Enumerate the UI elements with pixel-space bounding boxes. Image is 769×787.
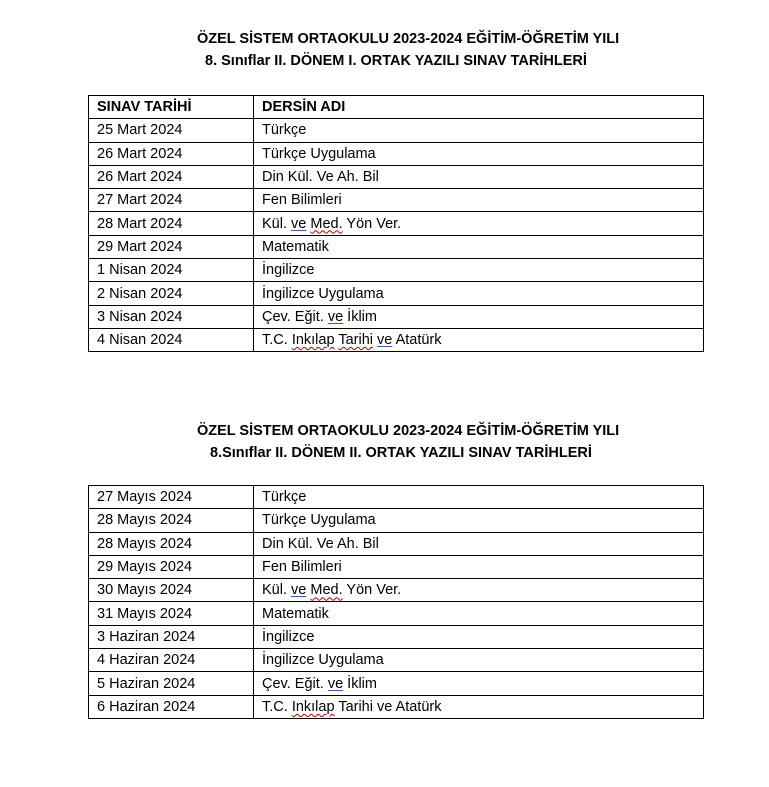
exam-table-2 <box>88 485 704 719</box>
course-name-cell: Din Kül. Ve Ah. Bil <box>254 532 704 555</box>
course-name-cell: İngilizce Uygulama <box>254 649 704 672</box>
course-name-cell: Fen Bilimleri <box>254 189 704 212</box>
course-name-cell: İngilizce Uygulama <box>254 282 704 305</box>
exam-date-cell: 26 Mart 2024 <box>89 142 254 165</box>
header-course-name: DERSİN ADI <box>254 96 704 119</box>
table-row <box>89 625 704 648</box>
table-row <box>89 579 704 602</box>
table-row <box>89 695 704 718</box>
course-name-cell: Türkçe Uygulama <box>254 509 704 532</box>
course-name-cell: Türkçe Uygulama <box>254 142 704 165</box>
table-row <box>89 602 704 625</box>
table-row <box>89 212 704 235</box>
course-name-cell: Türkçe <box>254 486 704 509</box>
exam-date-cell: 1 Nisan 2024 <box>89 259 254 282</box>
table-row <box>89 532 704 555</box>
table-row <box>89 259 704 282</box>
course-name-cell: Kül. ve Med. Yön Ver. <box>254 579 704 602</box>
exam-date-cell: 4 Nisan 2024 <box>89 328 254 351</box>
table-row <box>89 555 704 578</box>
exam-date-cell: 26 Mart 2024 <box>89 165 254 188</box>
course-name-cell: Çev. Eğit. ve İklim <box>254 672 704 695</box>
course-name-cell: T.C. Inkılap Tarihi ve Atatürk <box>254 695 704 718</box>
exam-date-cell: 27 Mayıs 2024 <box>89 486 254 509</box>
exam-date-cell: 29 Mayıs 2024 <box>89 555 254 578</box>
section1-title-line2: 8. Sınıflar II. DÖNEM I. ORTAK YAZILI SINAV TARİHLERİ <box>205 53 587 69</box>
course-name-cell: Çev. Eğit. ve İklim <box>254 305 704 328</box>
exam-date-cell: 29 Mart 2024 <box>89 235 254 258</box>
section2-title-line2: 8.Sınıflar II. DÖNEM II. ORTAK YAZILI SINAV TARİHLERİ <box>210 445 592 461</box>
exam-date-cell: 5 Haziran 2024 <box>89 672 254 695</box>
table-row <box>89 305 704 328</box>
course-name-cell: İngilizce <box>254 259 704 282</box>
course-name-cell: Türkçe <box>254 119 704 142</box>
table-row <box>89 282 704 305</box>
exam-date-cell: 6 Haziran 2024 <box>89 695 254 718</box>
course-name-cell: Matematik <box>254 235 704 258</box>
table-row <box>89 165 704 188</box>
exam-date-cell: 2 Nisan 2024 <box>89 282 254 305</box>
course-name-cell: İngilizce <box>254 625 704 648</box>
table-row <box>89 649 704 672</box>
section1-title-line1: ÖZEL SİSTEM ORTAOKULU 2023-2024 EĞİTİM-ÖĞRETİM YILI <box>197 31 620 47</box>
table-row <box>89 235 704 258</box>
section2-title-line1: ÖZEL SİSTEM ORTAOKULU 2023-2024 EĞİTİM-ÖĞRETİM YILI <box>197 423 620 439</box>
table-row <box>89 119 704 142</box>
table-row <box>89 142 704 165</box>
exam-date-cell: 27 Mart 2024 <box>89 189 254 212</box>
table-row <box>89 509 704 532</box>
exam-date-cell: 25 Mart 2024 <box>89 119 254 142</box>
exam-date-cell: 30 Mayıs 2024 <box>89 579 254 602</box>
course-name-cell: Fen Bilimleri <box>254 555 704 578</box>
table-row <box>89 672 704 695</box>
exam-table-1 <box>88 95 704 352</box>
exam-date-cell: 28 Mayıs 2024 <box>89 532 254 555</box>
exam-date-cell: 3 Nisan 2024 <box>89 305 254 328</box>
header-exam-date: SINAV TARİHİ <box>89 96 254 119</box>
table-header-row <box>89 96 704 119</box>
course-name-cell: Din Kül. Ve Ah. Bil <box>254 165 704 188</box>
table-row <box>89 328 704 351</box>
exam-date-cell: 3 Haziran 2024 <box>89 625 254 648</box>
course-name-cell: Matematik <box>254 602 704 625</box>
course-name-cell: T.C. Inkılap Tarihi ve Atatürk <box>254 328 704 351</box>
course-name-cell: Kül. ve Med. Yön Ver. <box>254 212 704 235</box>
exam-date-cell: 28 Mart 2024 <box>89 212 254 235</box>
exam-date-cell: 4 Haziran 2024 <box>89 649 254 672</box>
exam-date-cell: 28 Mayıs 2024 <box>89 509 254 532</box>
table-row <box>89 486 704 509</box>
exam-date-cell: 31 Mayıs 2024 <box>89 602 254 625</box>
table-row <box>89 189 704 212</box>
